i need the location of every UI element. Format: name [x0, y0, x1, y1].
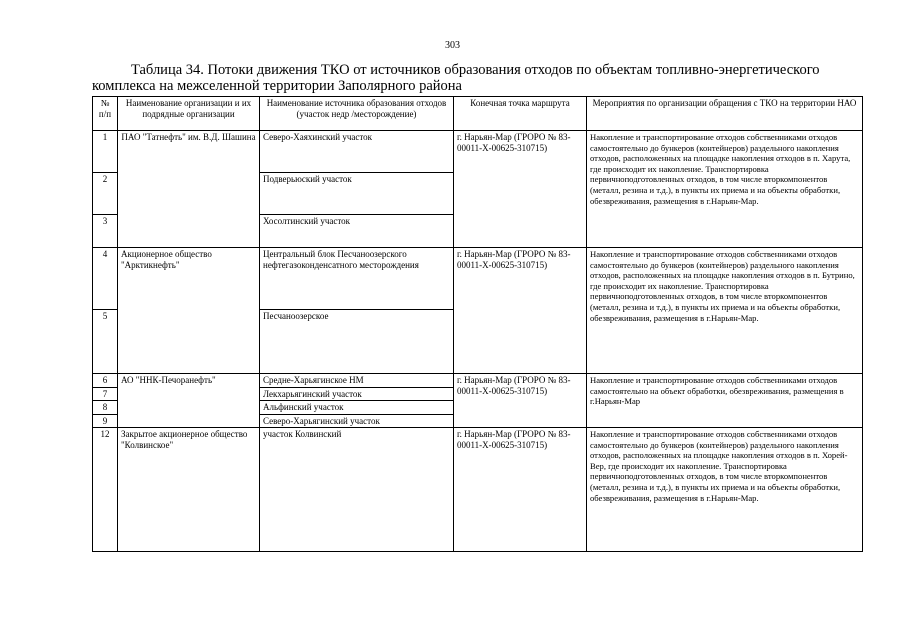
header-endpoint: Конечная точка маршрута — [454, 97, 587, 131]
table-row — [93, 428, 863, 552]
waste-flow-table — [92, 96, 863, 552]
row-number: 2 — [93, 173, 118, 215]
organization-name: Закрытое акционерное общество "Колвинское" — [118, 428, 260, 552]
source-name: участок Колвинский — [260, 428, 454, 552]
source-name: Подверьюский участок — [260, 173, 454, 215]
organization-name: Акционерное общество "Арктикнефть" — [118, 248, 260, 374]
table-header-row — [93, 97, 863, 131]
route-endpoint: г. Нарьян-Мар (ГРОРО № 83-00011-Х-00625-310715) — [454, 248, 587, 374]
source-name: Лекхарьягинский участок — [260, 387, 454, 401]
route-endpoint: г. Нарьян-Мар (ГРОРО № 83-00011-Х-00625-310715) — [454, 374, 587, 428]
source-name: Песчаноозерское — [260, 310, 454, 374]
row-number: 8 — [93, 401, 118, 415]
source-name: Северо-Хаяхинский участок — [260, 131, 454, 173]
row-number: 9 — [93, 414, 118, 428]
measures-text: Накопление и транспортирование отходов собственниками отходов самостоятельно до бункеров (контейнеров) раздельного накопления отходов, расположенных на площадке накопления отходов в п. Хорей-Вер, где происходит их накопление. Транспортировка первичноподготовленных отходов, в том числе вторкомпонентов (металл, резина и т.д.), в пункты их приема и на объекты обработки, обезвреживания, размещения в г.Нарьян-Мар. — [587, 428, 863, 552]
header-num: № п/п — [93, 97, 118, 131]
row-number: 5 — [93, 310, 118, 374]
source-name: Северо-Харьягинский участок — [260, 414, 454, 428]
source-name: Центральный блок Песчаноозерского нефтегазоконденсатного месторождения — [260, 248, 454, 310]
page-number: 303 — [445, 40, 460, 51]
row-number: 1 — [93, 131, 118, 173]
table-row — [93, 248, 863, 310]
header-organization: Наименование организации и их подрядные организации — [118, 97, 260, 131]
organization-name: ПАО "Татнефть" им. В.Д. Шашина — [118, 131, 260, 248]
route-endpoint: г. Нарьян-Мар (ГРОРО № 83-00011-Х-00625-310715) — [454, 131, 587, 248]
route-endpoint: г. Нарьян-Мар (ГРОРО № 83-00011-Х-00625-310715) — [454, 428, 587, 552]
organization-name: АО "ННК-Печоранефть" — [118, 374, 260, 428]
table-row — [93, 374, 863, 388]
row-number: 12 — [93, 428, 118, 552]
measures-text: Накопление и транспортирование отходов собственниками отходов самостоятельно до бункеров (контейнеров) раздельного накопления отходов, расположенных на площадке накопления отходов в п. Харута, где происходит их накопление. Транспортировка первичноподготовленных отходов, в том числе вторкомпонентов (металл, резина и т.д.), в пункты их приема и на объекты обработки, обезвреживания, размещения в г.Нарьян-Мар. — [587, 131, 863, 248]
header-measures: Мероприятия по организации обращения с ТКО на территории НАО — [587, 97, 863, 131]
table-row — [93, 131, 863, 173]
row-number: 6 — [93, 374, 118, 388]
measures-text: Накопление и транспортирование отходов собственниками отходов самостоятельно на объект обработки, обезвреживания, размещения в г.Нарьян-Мар — [587, 374, 863, 428]
row-number: 3 — [93, 215, 118, 248]
row-number: 4 — [93, 248, 118, 310]
table-title: Таблица 34. Потоки движения ТКО от источников образования отходов по объектам топливно-энергетического комплекса на межселенной территории Заполярного района — [92, 62, 820, 94]
source-name: Средне-Харьягинское НМ — [260, 374, 454, 388]
source-name: Хосолтинский участок — [260, 215, 454, 248]
header-source: Наименование источника образования отходов (участок недр /месторождение) — [260, 97, 454, 131]
row-number: 7 — [93, 387, 118, 401]
source-name: Альфинский участок — [260, 401, 454, 415]
measures-text: Накопление и транспортирование отходов собственниками отходов самостоятельно до бункеров (контейнеров) раздельного накопления отходов, расположенных на площадке накопления отходов в п. Бутрино, где происходит их накопление. Транспортировка первичноподготовленных отходов, в том числе вторкомпонентов (металл, резина и т.д.), в пункты их приема и на объекты обработки, обезвреживания, размещения в г.Нарьян-Мар. — [587, 248, 863, 374]
